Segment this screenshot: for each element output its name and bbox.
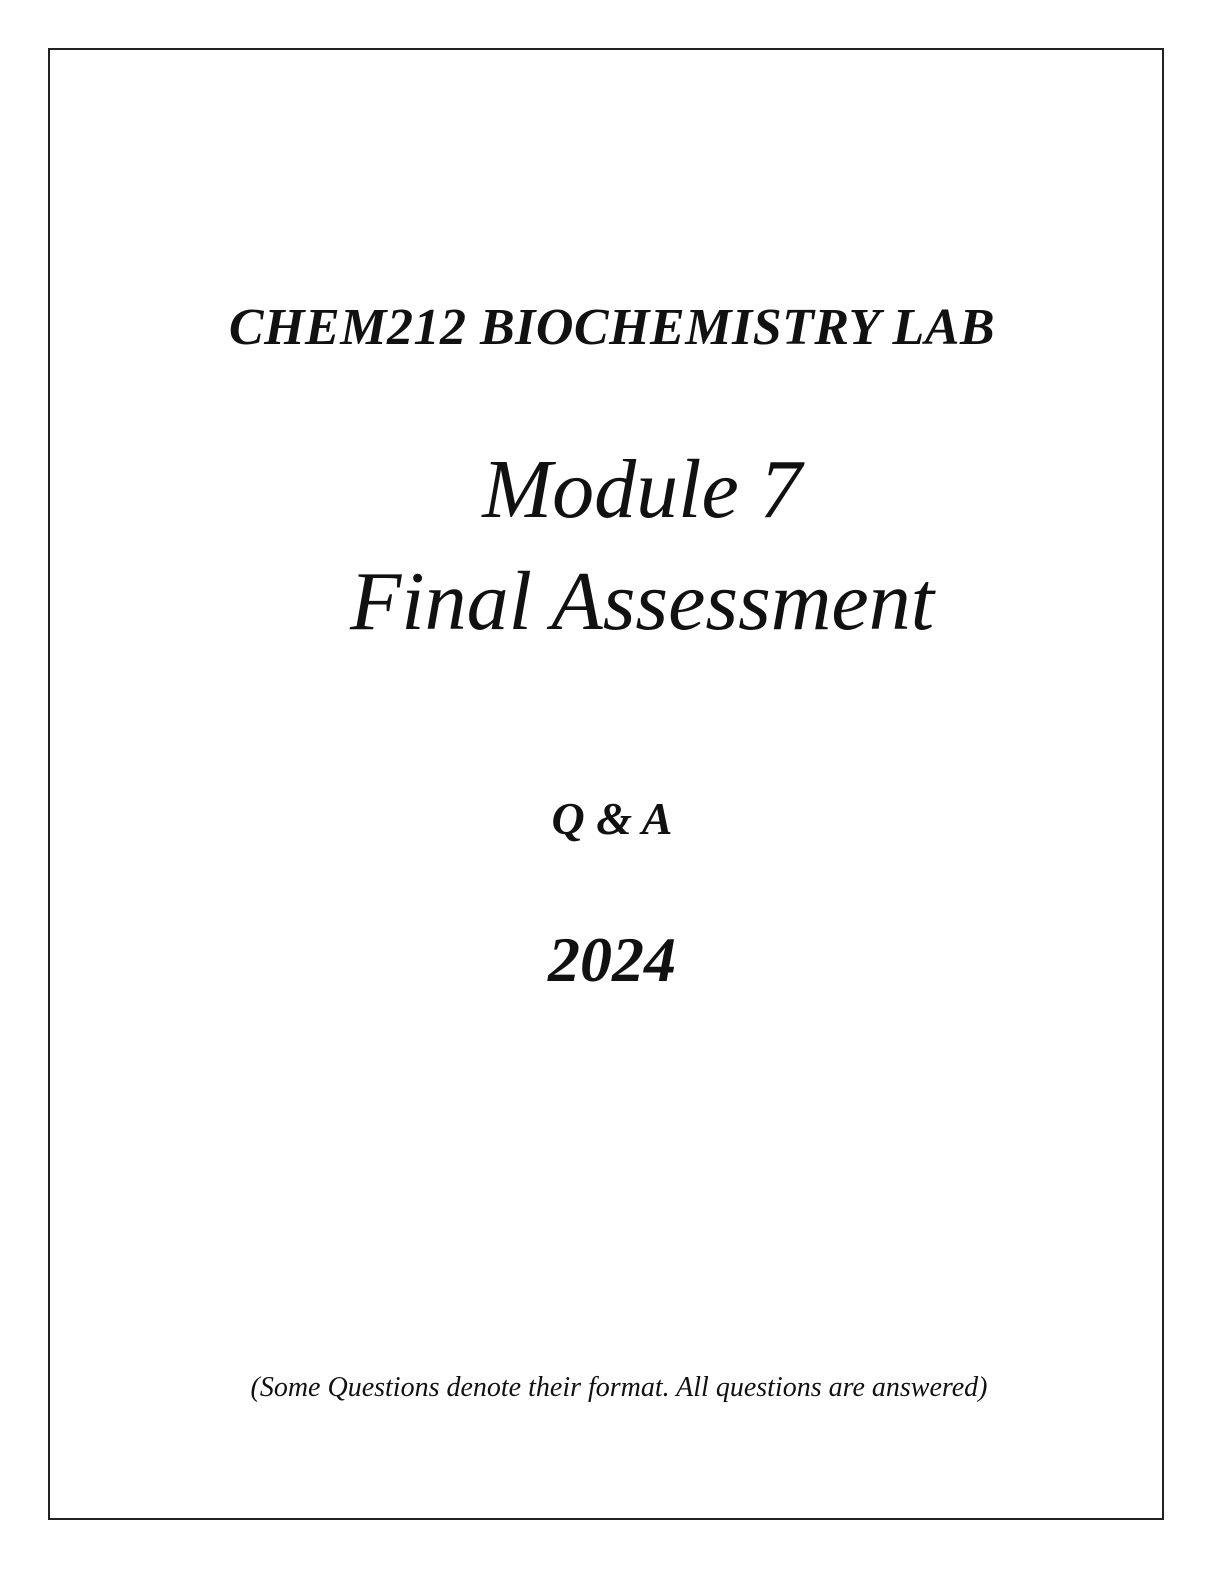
page-border: [48, 48, 1164, 1520]
module-title: Module 7: [482, 443, 802, 536]
assessment-title: Final Assessment: [349, 555, 935, 648]
footnote: (Some Questions denote their format. All questions are answered): [250, 1372, 988, 1403]
course-title: CHEM212 BIOCHEMISTRY LAB: [228, 299, 996, 356]
qa-label: Q & A: [551, 793, 673, 844]
year-label: 2024: [548, 924, 676, 995]
